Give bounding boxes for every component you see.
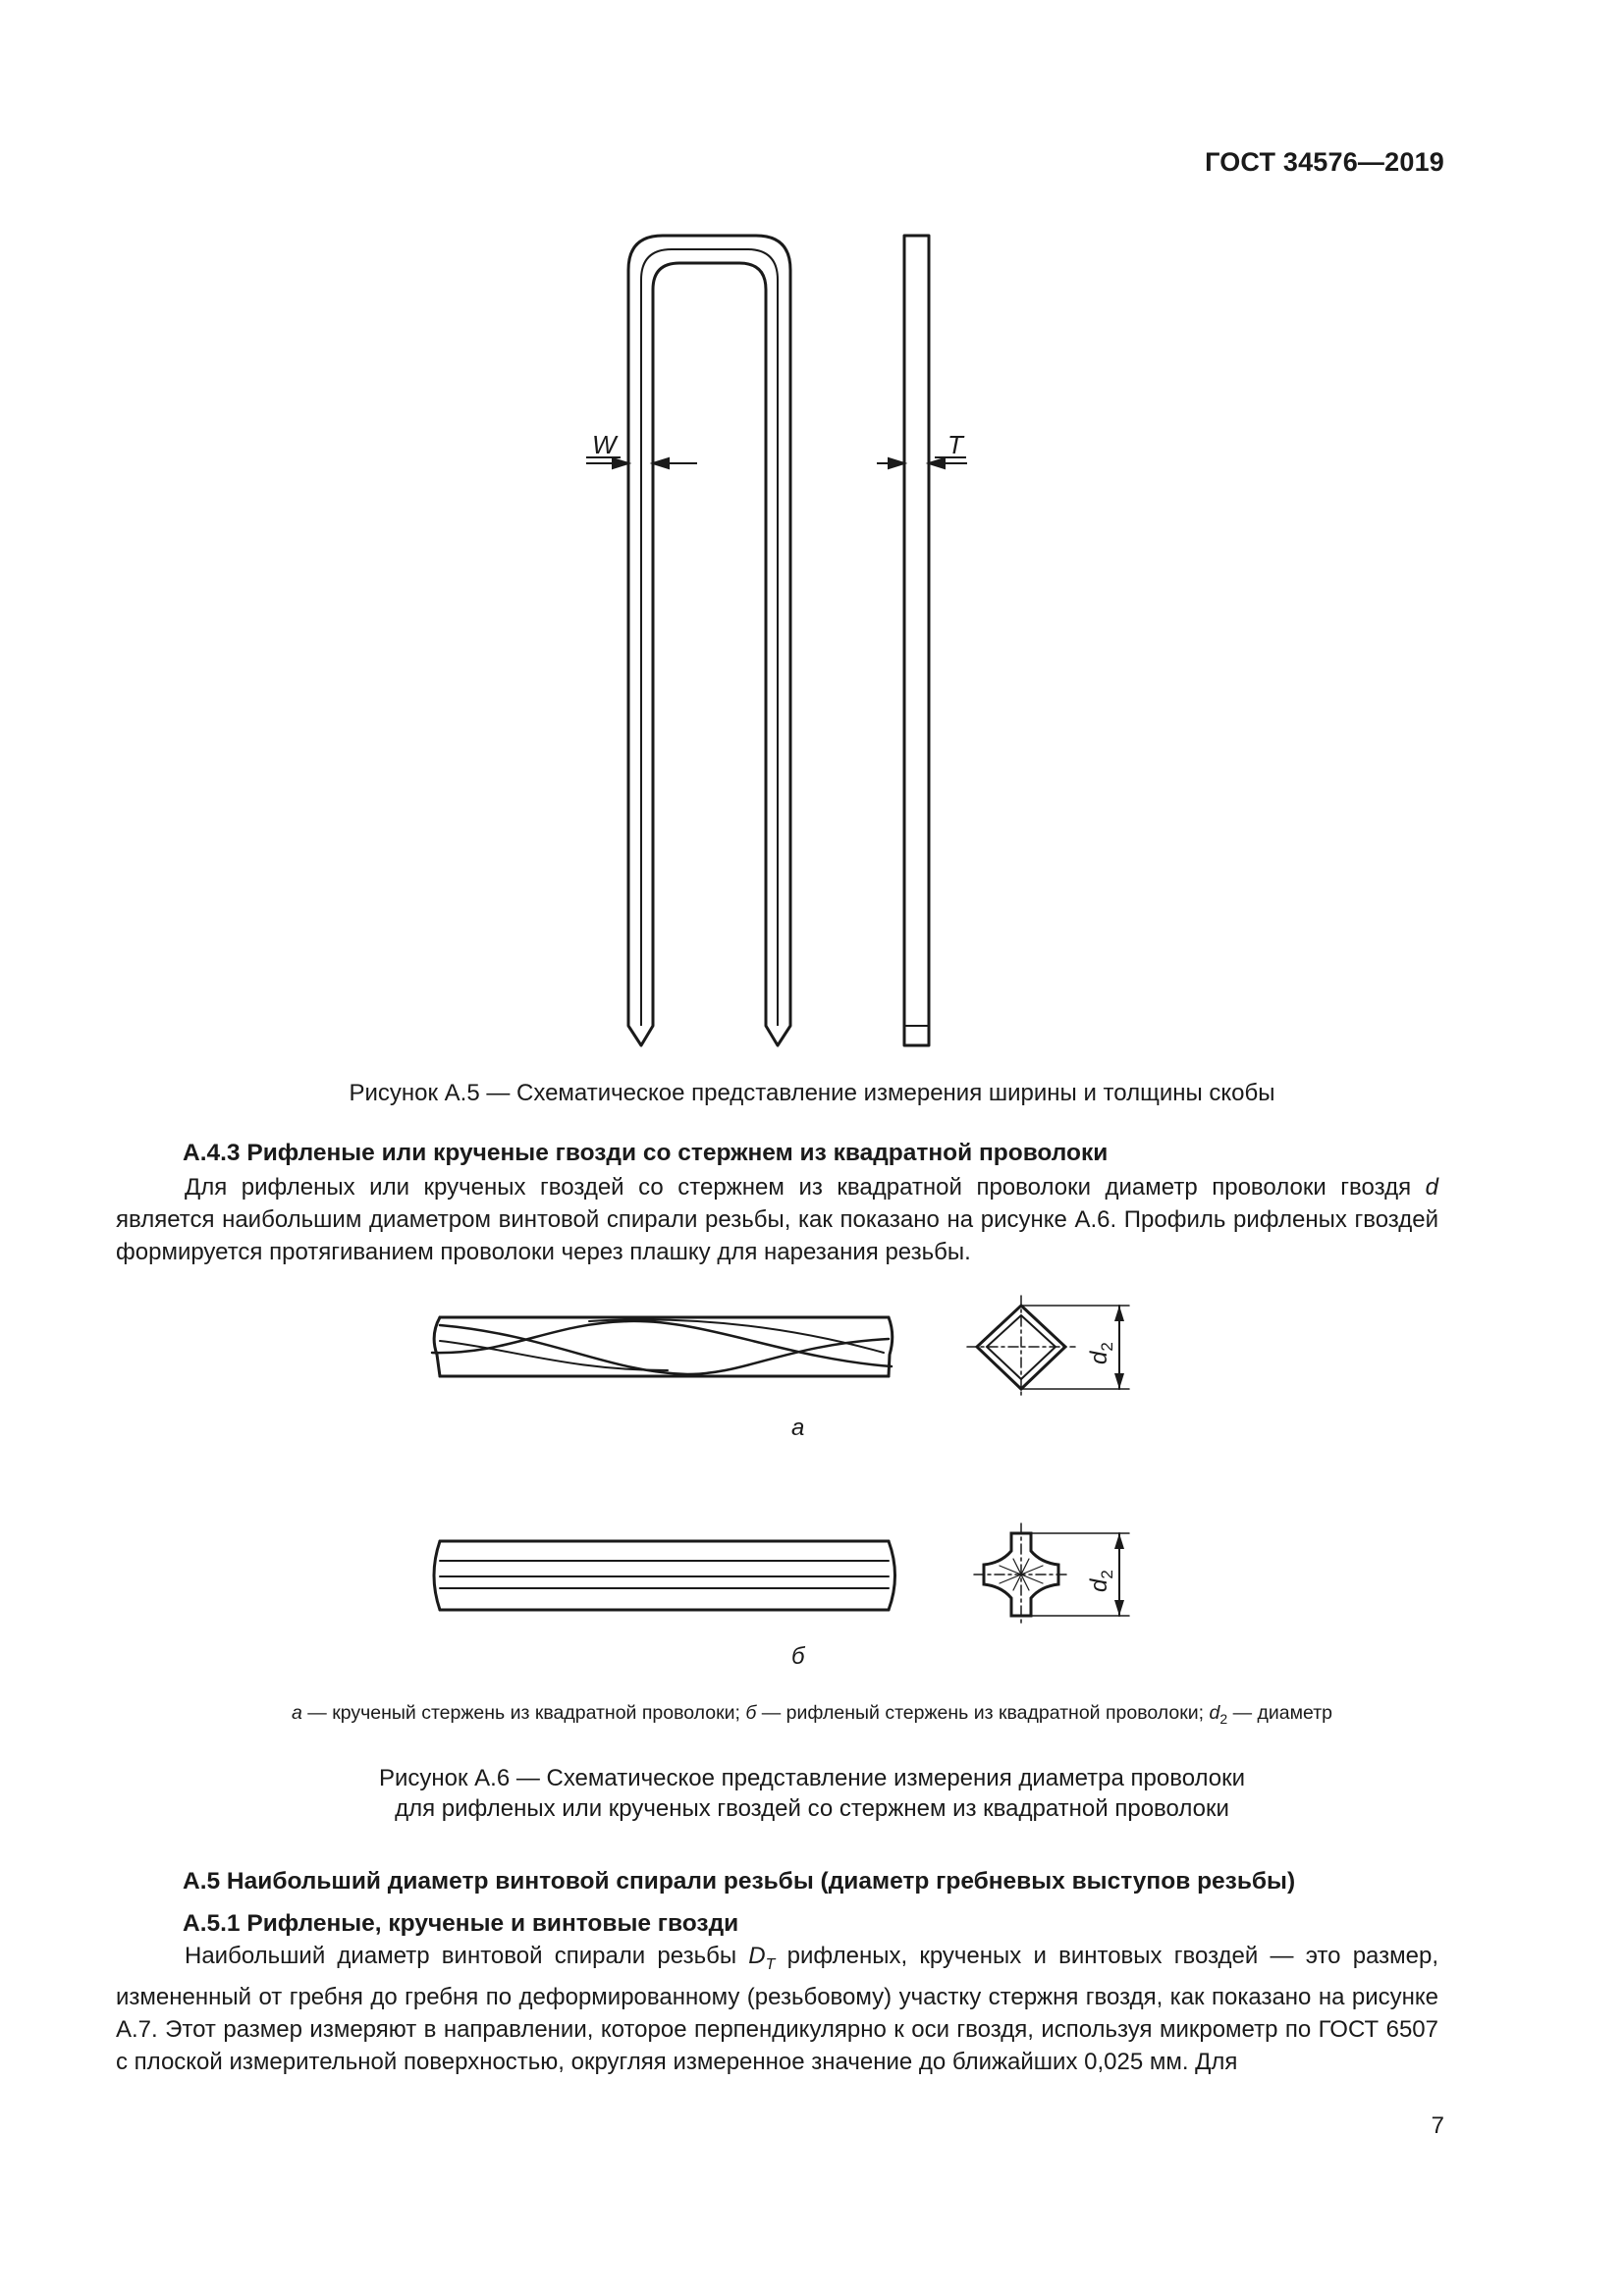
variable-d: d: [1425, 1174, 1438, 1201]
variable-dt: $D_T$: [748, 1943, 776, 1973]
figure-a6-caption-line1: Рисунок А.6 — Схематическое представление измерения диаметра проволоки: [378, 1765, 1246, 1791]
figure-a5-caption: Рисунок А.5 — Схематическое представление измерения ширины и толщины скобы: [349, 1080, 1275, 1106]
dimension-t-label: T: [947, 430, 963, 459]
page-number: 7: [1431, 2112, 1444, 2139]
section-a43-heading: А.4.3 Рифленые или крученые гвозди со стержнем из квадратной проволоки: [183, 1140, 1109, 1166]
section-a51-heading: А.5.1 Рифленые, крученые и винтовые гвозди: [183, 1910, 739, 1937]
section-a5-heading: А.5 Наибольший диаметр винтовой спирали резьбы (диаметр гребневых выступов резьбы): [183, 1868, 1296, 1895]
figure-a6-caption-line2: для рифленых или крученых гвоздей со стержнем из квадратной проволоки: [395, 1795, 1229, 1822]
dimension-w-label: W: [592, 430, 617, 459]
dimension-d2-label-a: $d_2$: [1086, 1342, 1116, 1364]
figure-a6-sublabel-a: а: [791, 1415, 805, 1441]
section-a51-paragraph: Наибольший диаметр винтовой спирали резьбы $D_T$ рифленых, крученых и винтовых гвоздей — это размер, измененный от гребня до гребня по деформированному (резьбовому) участку стержня гвоздя, как показано на рисунке А.7. Этот размер измеряют в направлении, которое перпендикулярно к оси гвоздя, используя микрометр по ГОСТ 6507 с плоской измерительной поверхностью, округляя измеренное значение до ближайших 0,025 мм. Для: [116, 1943, 1438, 2075]
twisted-rod-drawing: [432, 1317, 893, 1376]
staple-outer-outline: [628, 236, 790, 1045]
dimension-d2-label-b: $d_2$: [1086, 1570, 1116, 1592]
document-standard-header: ГОСТ 34576—2019: [1205, 147, 1444, 177]
section-a43-paragraph: Для рифленых или крученых гвоздей со стержнем из квадратной проволоки диаметр проволоки гвоздя d является наибольшим диаметром винтовой спирали резьбы, как показано на рисунке А.6. Профиль рифленых гвоздей формируется протягиванием проволоки через плашку для нарезания резьбы.: [116, 1174, 1438, 1265]
figure-a6-drawings: [0, 1276, 1624, 1649]
staple-side-view: [904, 236, 929, 1045]
figure-a6-sublabel-b: б: [791, 1643, 805, 1670]
figure-a5-staple-drawing: [0, 0, 1624, 1080]
figure-a6-legend: а — крученый стержень из квадратной проволоки; б — рифленый стержень из квадратной проволоки; $d_2$ — диаметр: [292, 1702, 1332, 1727]
staple-inner-outline: [641, 249, 778, 1026]
fluted-rod-drawing: [434, 1541, 895, 1610]
